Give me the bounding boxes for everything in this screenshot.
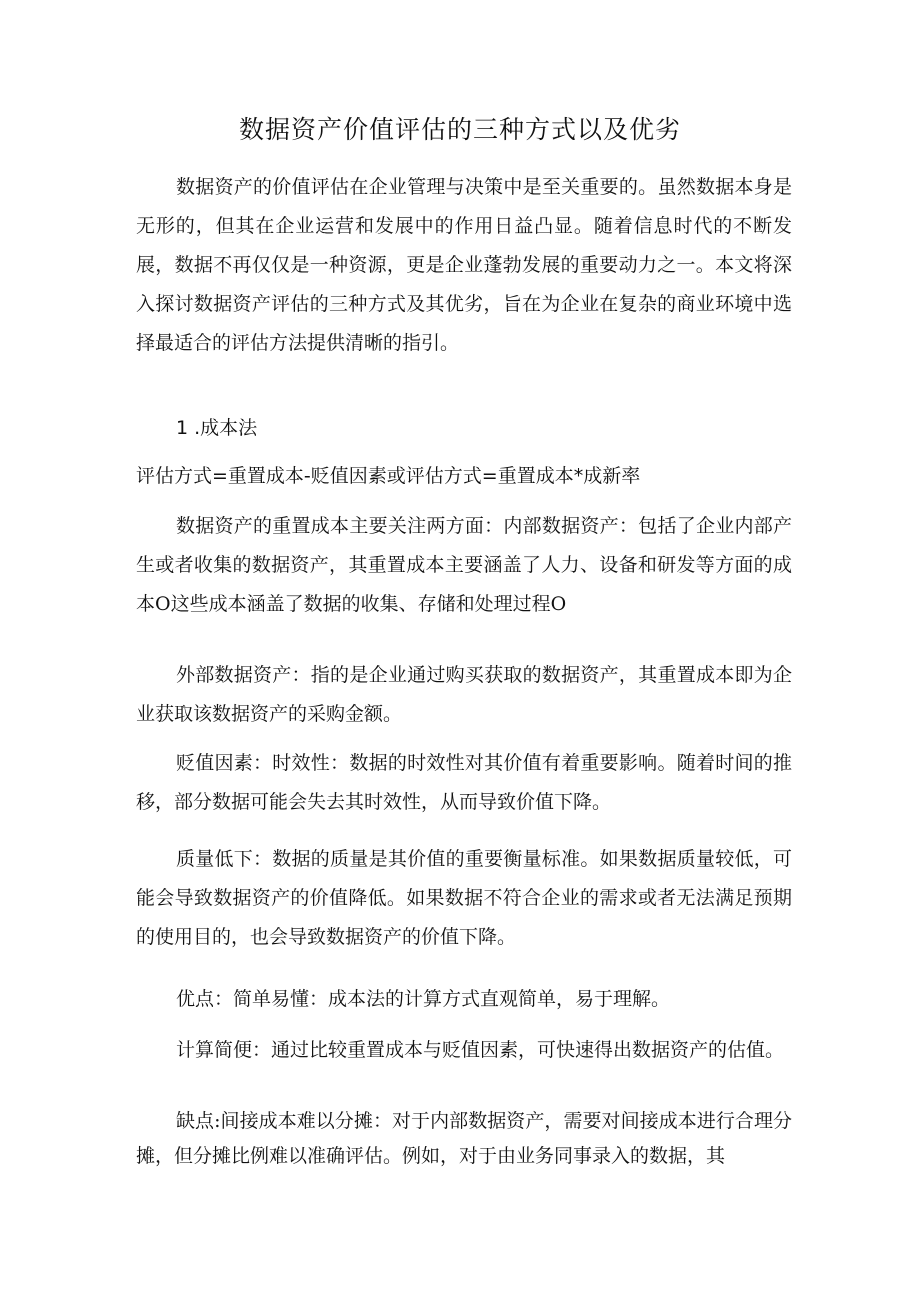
paragraph-easy-calculation: 计算简便：通过比较重置成本与贬值因素，可快速得出数据资产的估值。 [176, 1039, 785, 1061]
intro-paragraph: 数据资产的价值评估在企业管理与决策中是至关重要的。虽然数据本身是无形的，但其在企业运营和发展中的作用日益凸显。随着信息时代的不断发展，数据不再仅仅是一种资源，更是企业蓬勃发展的重要动力之一。本文将深入探讨数据资产评估的三种方式及其优劣，旨在为企业在复杂的商业环境中选择最适合的评估方法提供清晰的指引。 [136, 176, 792, 354]
paragraph-depreciation-factors: 贬值因素：时效性：数据的时效性对其价值有着重要影响。随着时间的推移，部分数据可能会失去其时效性，从而导致价值下降。 [136, 752, 792, 813]
valuation-formula: 评估方式=重置成本-贬值因素或评估方式=重置成本*成新率 [136, 465, 641, 487]
document-title: 数据资产价值评估的三种方式以及优劣 [238, 115, 681, 144]
section-heading-cost-method: 1 .成本法 [176, 417, 258, 439]
paragraph-low-quality: 质量低下：数据的质量是其价值的重要衡量标准。如果数据质量较低，可能会导致数据资产的价值降低。如果数据不符合企业的需求或者无法满足预期的使用目的，也会导致数据资产的价值下降。 [136, 848, 792, 948]
paragraph-advantages: 优点：简单易懂：成本法的计算方式直观简单，易于理解。 [176, 988, 671, 1010]
paragraph-disadvantages: 缺点:间接成本难以分摊：对于内部数据资产，需要对间接成本进行合理分摊，但分摊比例难以准确评估。例如，对于由业务同事录入的数据，其 [136, 1110, 792, 1167]
paragraph-external-data-assets: 外部数据资产：指的是企业通过购买获取的数据资产，其重置成本即为企业获取该数据资产的采购金额。 [136, 664, 792, 725]
paragraph-internal-data-assets: 数据资产的重置成本主要关注两方面：内部数据资产：包括了企业内部产生或者收集的数据资产，其重置成本主要涵盖了人力、设备和研发等方面的成本O这些成本涵盖了数据的收集、存储和处理过程O [136, 515, 792, 615]
